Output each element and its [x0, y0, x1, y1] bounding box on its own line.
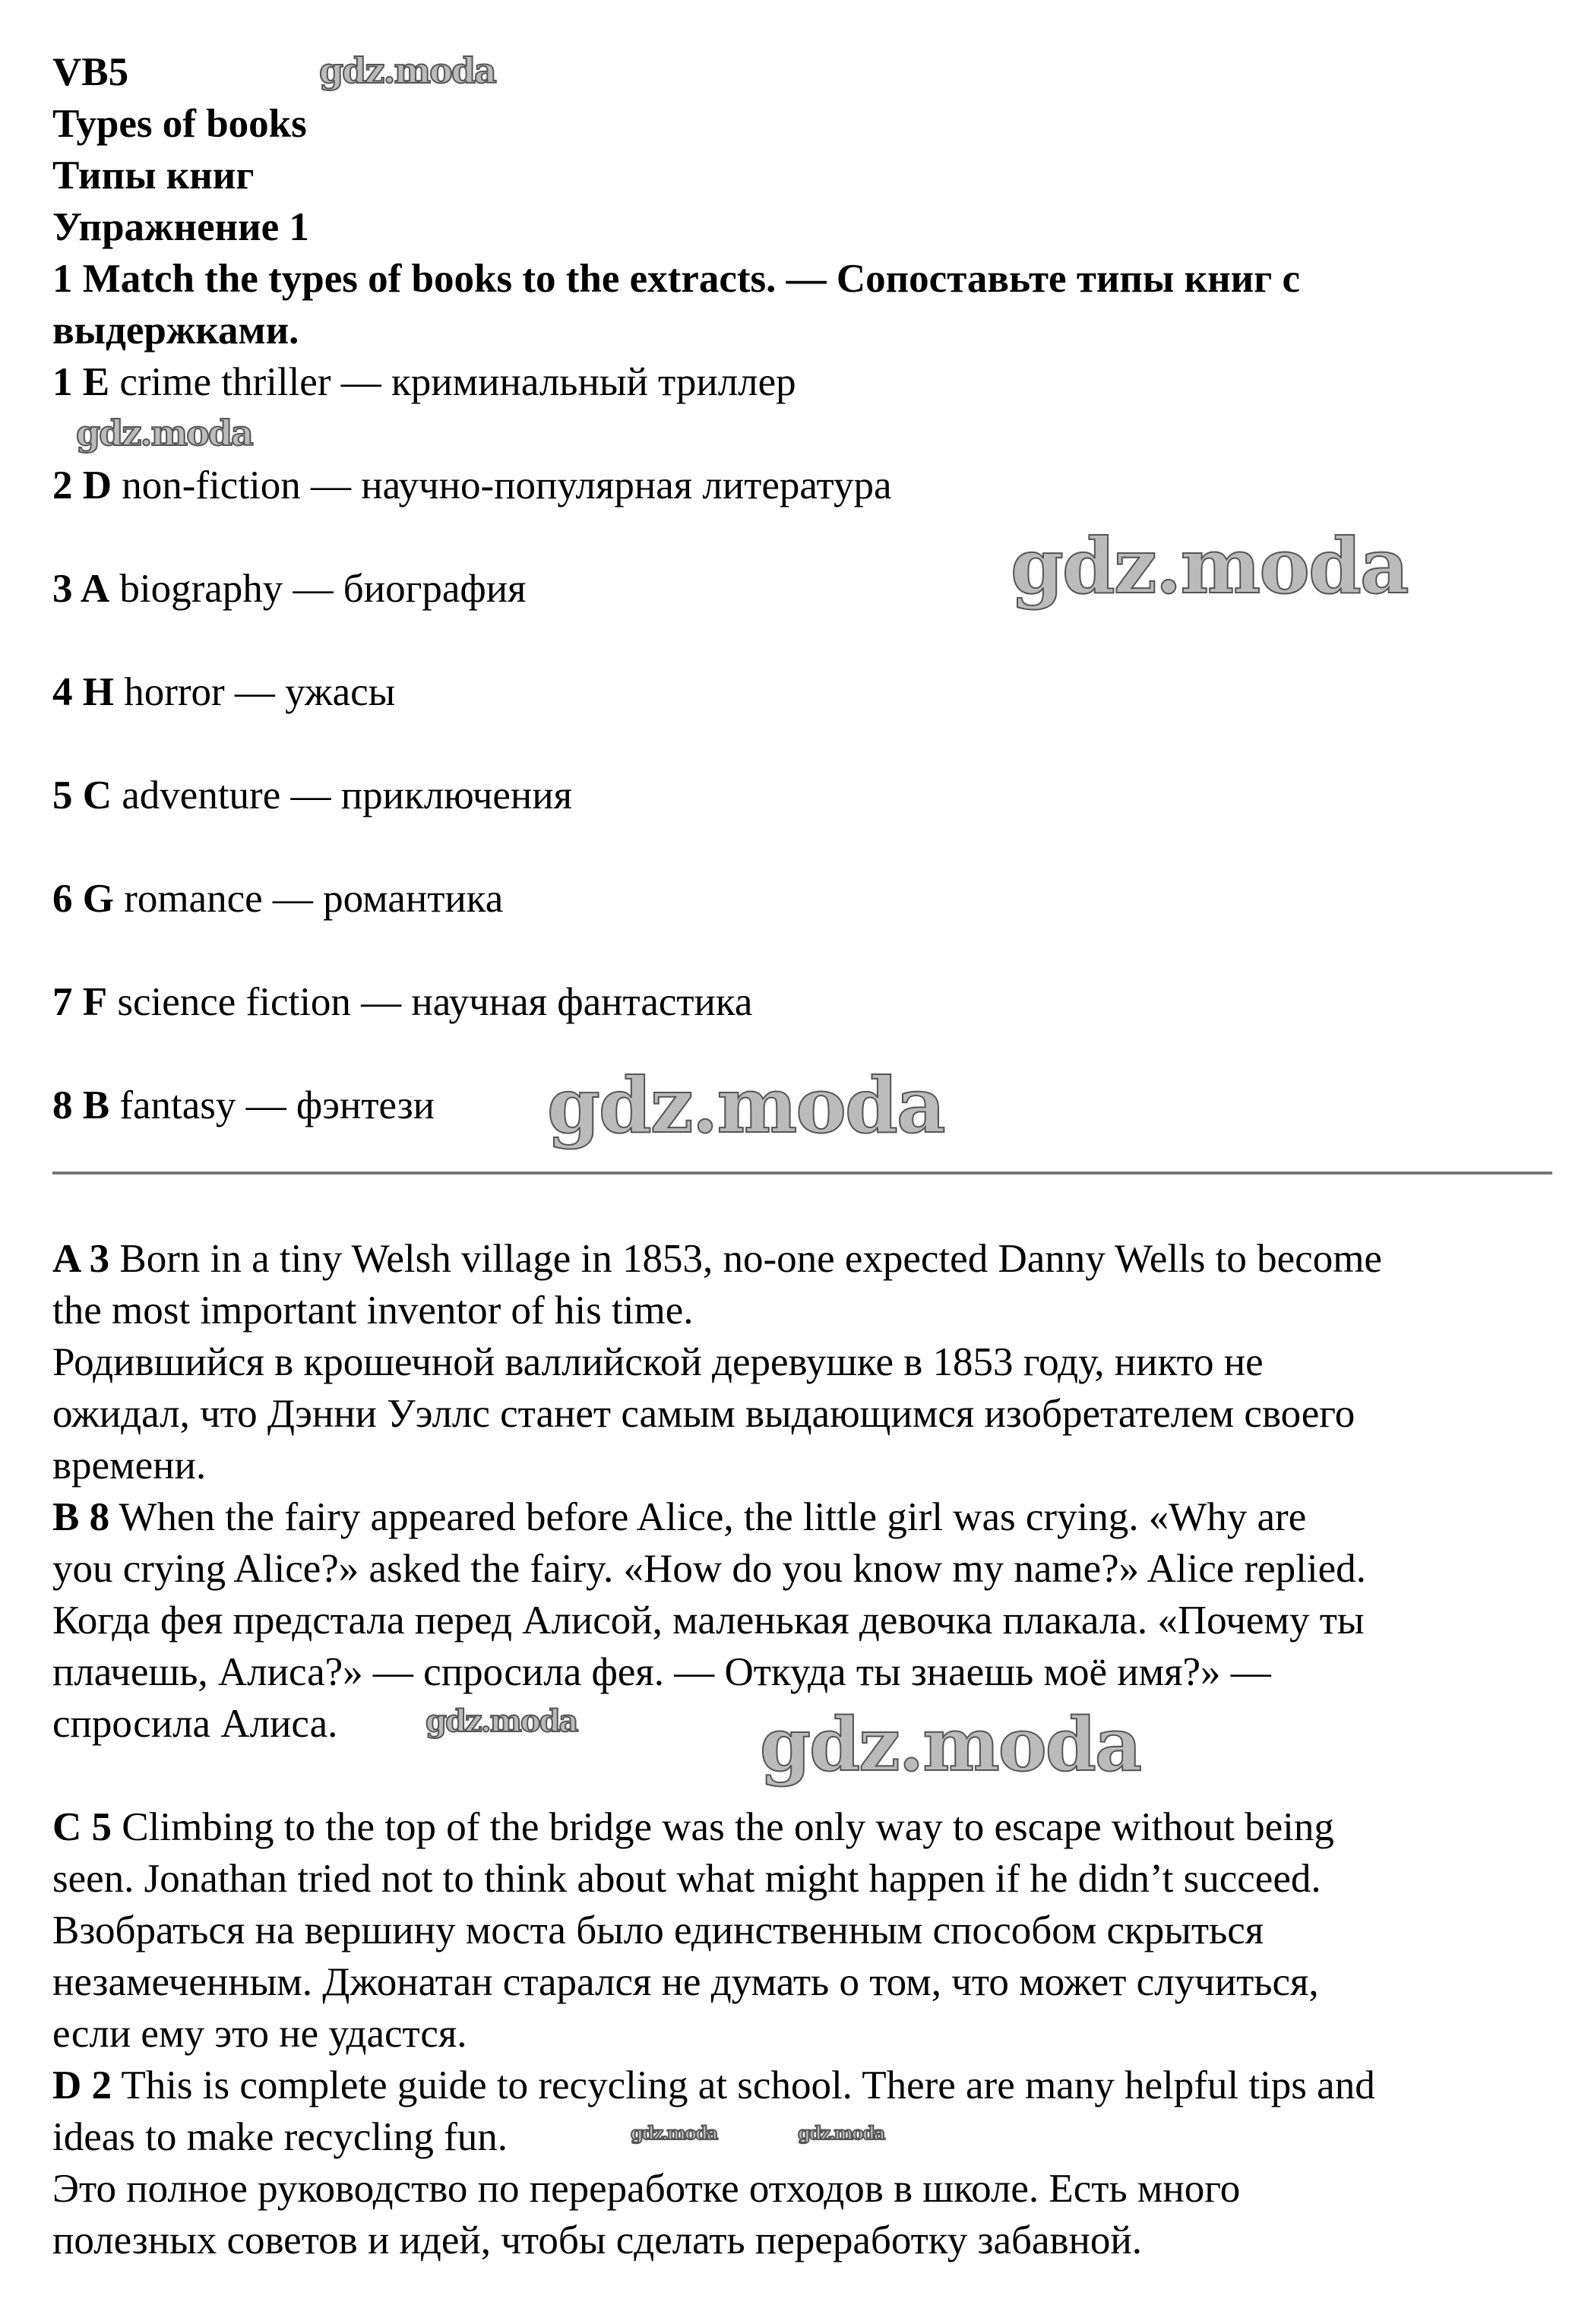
extract-line: незамеченным. Джонатан старался не думать о том, что может случиться, [52, 1960, 1319, 2004]
extract-line: Когда фея предстала перед Алисой, маленькая девочка плакала. «Почему ты [52, 1598, 1365, 1643]
blank-line [52, 615, 53, 666]
answer-text: romance — романтика [113, 877, 504, 921]
watermark: gdz.moda [425, 1703, 577, 1739]
extracts-section [52, 1233, 1382, 2266]
title-en: Types of books [52, 102, 307, 146]
extract-line: seen. Jonathan tried not to think about what might happen if he didn’t succeed. [52, 1857, 1321, 1901]
extract-line: you crying Alice?» asked the fairy. «How do you know my name?» Alice replied. [52, 1547, 1366, 1591]
extract-text: When the fairy appeared before Alice, the little girl was crying. «Why are [109, 1495, 1307, 1539]
blank-line [52, 408, 53, 460]
watermark: gdz.moda [319, 50, 495, 91]
watermark: gdz.moda [547, 1061, 944, 1150]
divider [52, 1171, 1552, 1175]
answer-key: 4 H [52, 670, 114, 714]
answer-text: crime thriller — криминальный триллер [109, 360, 796, 404]
blank-line [52, 511, 53, 563]
answer-text: fantasy — фэнтези [109, 1083, 435, 1127]
answer-item [52, 356, 796, 408]
extract-key: C 5 [52, 1805, 112, 1849]
watermark: gdz.moda [760, 1702, 1141, 1788]
extract-text: Climbing to the top of the bridge was the only way to escape without being [112, 1805, 1334, 1849]
extract-line: времени. [52, 1443, 207, 1488]
blank-line [52, 1750, 53, 1801]
extract-line [52, 1801, 1334, 1853]
task-instruction: 1 Match the types of books to the extracts. — Сопоставьте типы книг с [52, 257, 1301, 301]
answer-key: 2 D [52, 463, 112, 507]
watermark: gdz.moda [798, 2122, 884, 2144]
answer-item [52, 1080, 435, 1131]
section-code: VB5 [52, 50, 129, 94]
answer-item [52, 770, 572, 821]
answer-item [52, 563, 526, 615]
answer-key: 6 G [52, 877, 114, 921]
blank-line [52, 718, 53, 770]
answer-text: adventure — приключения [112, 773, 573, 817]
answer-key: 1 E [52, 360, 110, 404]
extract-line [52, 1491, 1306, 1543]
extract-text: Born in a tiny Welsh village in 1853, no-one expected Danny Wells to become [109, 1237, 1382, 1281]
extract-text: This is complete guide to recycling at school. There are many helpful tips and [112, 2063, 1375, 2107]
exercise-heading: Упражнение 1 [52, 205, 309, 249]
extract-key: B 8 [52, 1495, 110, 1539]
watermark: gdz.moda [76, 413, 252, 454]
extract-line: ideas to make recycling fun. [52, 2115, 508, 2159]
title-ru: Типы книг [52, 153, 255, 198]
extract-line: Взобраться на вершину моста было единственным способом скрыться [52, 1908, 1264, 1952]
extract-line [52, 1233, 1382, 1285]
extract-line: спросила Алиса. [52, 1702, 338, 1746]
task-instruction-cont: выдержками. [52, 308, 299, 353]
answer-text: science fiction — научная фантастика [107, 980, 753, 1024]
extract-line: плачешь, Алиса?» — спросила фея. — Откуда ты знаешь моё имя?» — [52, 1650, 1271, 1694]
extract-line: ожидал, что Дэнни Уэллс станет самым выдающимся изобретателем своего [52, 1392, 1355, 1436]
extract-line: полезных советов и идей, чтобы сделать переработку забавной. [52, 2218, 1142, 2262]
blank-line [52, 1028, 53, 1080]
extract-line: Это полное руководство по переработке отходов в школе. Есть много [52, 2167, 1241, 2211]
extract-key: A 3 [52, 1237, 110, 1281]
watermark: gdz.moda [631, 2122, 717, 2144]
answer-key: 8 B [52, 1083, 110, 1127]
answer-key: 3 A [52, 567, 110, 611]
answer-key: 5 C [52, 773, 112, 817]
answer-key: 7 F [52, 980, 108, 1024]
answer-text: biography — биография [109, 567, 527, 611]
extract-line: если ему это не удастся. [52, 2012, 467, 2056]
blank-line [52, 821, 53, 873]
extract-line: Родившийся в крошечной валлийской деревушке в 1853 году, никто не [52, 1340, 1264, 1384]
extract-line: the most important inventor of his time. [52, 1288, 694, 1333]
answer-item [52, 460, 892, 511]
blank-line [52, 925, 53, 976]
extract-key: D 2 [52, 2063, 112, 2107]
answer-text: non-fiction — научно-популярная литература [112, 463, 892, 507]
answer-item [52, 976, 752, 1028]
extract-line [52, 2060, 1375, 2111]
answer-text: horror — ужасы [113, 670, 396, 714]
watermark: gdz.moda [1011, 521, 1408, 611]
answer-item [52, 873, 503, 925]
answer-item [52, 666, 395, 718]
